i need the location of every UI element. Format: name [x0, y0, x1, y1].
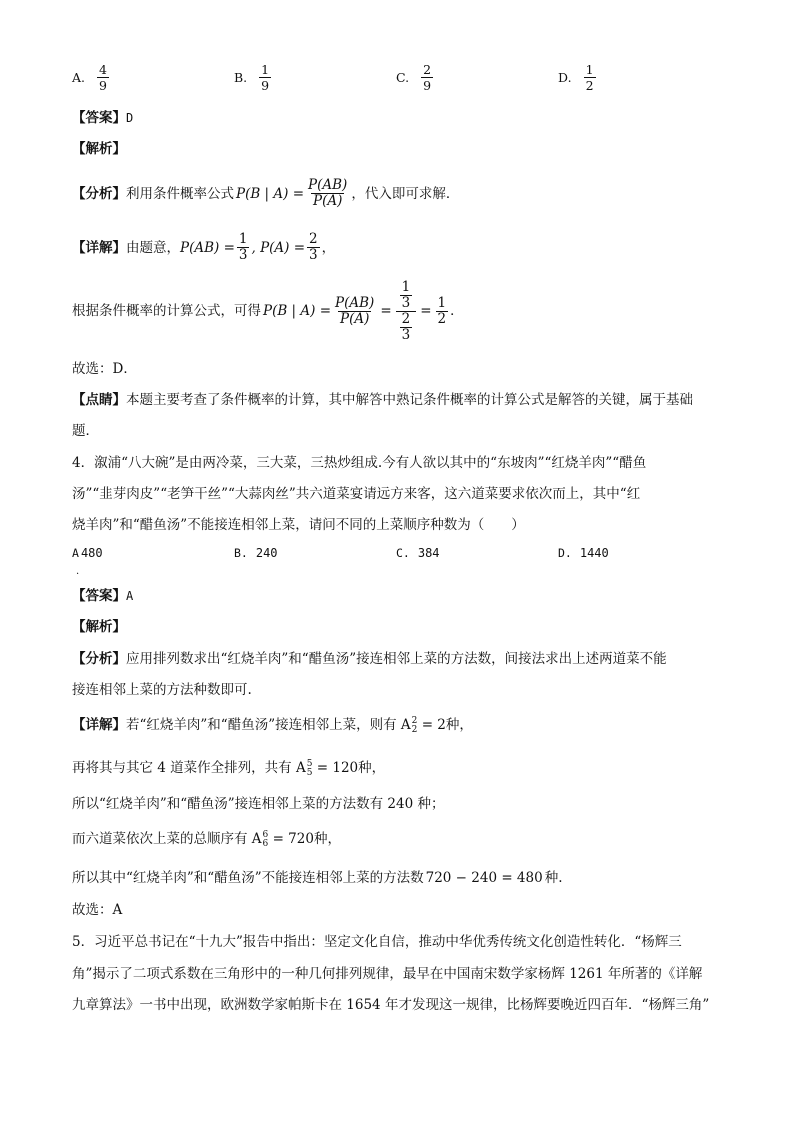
option-letter: C. — [396, 546, 410, 560]
q3-option-a — [72, 62, 111, 93]
q5-stem: 九章算法》一书中出现，欧洲数学家帕斯卡在 1654 年才发现这一规律，比杨辉要晚近四百年．“杨辉三角” — [72, 997, 710, 1013]
q4-detail-2 — [72, 758, 385, 778]
option-letter: A — [72, 546, 79, 560]
denominator: 9 — [423, 78, 432, 93]
numerator: P(AB) — [308, 177, 348, 193]
numerator: 2 — [423, 62, 432, 77]
q4-analysis-tag — [72, 617, 126, 637]
analysis-tag: 【解析】 — [72, 619, 126, 635]
detail-text: 若“红烧羊肉”和“醋鱼汤”接连相邻上菜，则有 — [126, 717, 397, 733]
detail-tag: 【详解】 — [72, 239, 126, 256]
option-fraction — [97, 62, 109, 93]
detail-result: = 720种， — [272, 831, 341, 847]
option-value: 1440 — [579, 546, 609, 560]
q5-stem-line-3 — [72, 995, 709, 1015]
calc-fraction — [333, 296, 376, 327]
detail-end: ， — [321, 239, 336, 256]
pab-label: P(AB) = — [180, 239, 235, 256]
q3-option-d — [558, 62, 598, 93]
option-letter: B. — [234, 70, 248, 85]
compound-denominator — [396, 311, 417, 343]
option-letter: B. — [234, 546, 248, 560]
q5-stem: 角”揭示了二项式系数在三角形中的一种几何排列规律，最早在中国南宋数学家杨辉 1261 年所著的《详解 — [72, 966, 703, 982]
q3-answer — [72, 108, 133, 128]
q4-stem: 烧羊肉”和“醋鱼汤”不能接连相邻上菜，请问不同的上菜顺序种数为（ ） — [72, 517, 525, 533]
q4-choose — [72, 900, 122, 920]
perm-a: A — [251, 831, 262, 847]
option-value: 240 — [255, 546, 278, 560]
dianjing-text: 本题主要考查了条件概率的计算，其中解答中熟记条件概率的计算公式是解答的关键，属于基础 — [126, 392, 693, 408]
q4-detail-4 — [72, 829, 341, 849]
detail-text: 所以“红烧羊肉”和“醋鱼汤”接连相邻上菜的方法数有 240 种； — [72, 796, 445, 812]
option-fraction — [421, 62, 433, 93]
answer-tag: 【答案】 — [72, 110, 126, 126]
equals-sign: = — [420, 303, 432, 319]
result-fraction — [436, 296, 449, 327]
q4-option-b — [234, 546, 278, 560]
detail-text: 再将其与其它 4 道菜作全排列，共有 — [72, 760, 292, 776]
detail-math: 720 − 240 = 480 — [425, 870, 543, 886]
numerator: 1 — [238, 231, 248, 247]
detail-result: 种. — [544, 870, 563, 886]
compound-fraction — [396, 280, 417, 343]
option-fraction — [584, 62, 596, 93]
answer-value: D — [126, 111, 134, 125]
denominator: 9 — [261, 78, 270, 93]
option-value: 384 — [417, 546, 440, 560]
numerator: 1 — [401, 278, 411, 295]
fenxi-text-end: ，代入即可求解． — [351, 185, 460, 202]
q4-option-a — [72, 546, 103, 560]
perm-indices — [412, 717, 418, 735]
q4-detail-3 — [72, 794, 444, 814]
denominator: 3 — [309, 247, 318, 263]
inner-fraction — [400, 280, 413, 311]
fenxi-tag: 【分析】 — [72, 185, 126, 202]
compound-numerator — [396, 280, 417, 311]
q3-dianjing — [72, 390, 693, 410]
dianjing-tag: 【点睛】 — [72, 392, 126, 408]
denominator: 2 — [437, 310, 447, 327]
numerator: 2 — [309, 231, 318, 247]
numerator: P(AB) — [335, 294, 375, 311]
formula-lhs: P(B | A) = — [236, 185, 305, 202]
q4-fenxi — [72, 649, 667, 669]
detail-text: 所以其中“红烧羊肉”和“醋鱼汤”不能接连相邻上菜的方法数 — [72, 870, 424, 886]
stray-dot: . — [76, 566, 80, 577]
numerator: 1 — [437, 294, 447, 311]
formula-fraction — [306, 178, 349, 209]
choose-text: 故选：A — [72, 902, 123, 918]
perm-sup: 6 — [262, 829, 269, 840]
pa-fraction — [307, 232, 320, 263]
option-fraction — [259, 62, 271, 93]
inner-fraction — [400, 312, 413, 343]
calc-lhs: P(B | A) = — [263, 303, 332, 319]
q4-stem: 汤”“韭芽肉皮”“老笋干丝”“大蒜肉丝”共六道菜宴请远方来客，这六道菜要求依次而上，其中“红 — [72, 486, 641, 502]
q3-option-c — [396, 62, 435, 93]
perm-sub: 2 — [411, 724, 418, 735]
fenxi-text: 应用排列数求出“红烧羊肉”和“醋鱼汤”接连相邻上菜的方法数，间接法求出上述两道菜不能 — [126, 651, 667, 667]
denominator: P(A) — [312, 193, 343, 209]
detail-tag: 【详解】 — [72, 717, 126, 733]
calc-text: 根据条件概率的计算公式，可得 — [72, 303, 261, 319]
choose-text: 故选：D． — [72, 361, 137, 377]
q3-fenxi — [72, 178, 459, 209]
perm-sup: 2 — [411, 715, 418, 726]
denominator: 3 — [401, 294, 411, 311]
q4-stem: 4．溆浦“八大碗”是由两冷菜，三大菜，三热炒组成.今有人欲以其中的“东坡肉”“红烧羊肉”“醋鱼 — [72, 455, 647, 471]
q5-stem: 5．习近平总书记在“十九大”报告中指出：坚定文化自信，推动中华优秀传统文化创造性转化．“杨辉三 — [72, 934, 682, 950]
q4-detail-1 — [72, 715, 473, 735]
option-letter: D. — [558, 546, 572, 560]
q4-answer — [72, 586, 133, 606]
q3-calculation — [72, 273, 464, 349]
q4-stem-line-3 — [72, 515, 525, 535]
denominator: 2 — [585, 78, 594, 93]
q4-stem-line-1 — [72, 453, 646, 473]
perm-indices — [263, 831, 269, 849]
perm-sub: 5 — [306, 767, 313, 778]
fenxi-tag: 【分析】 — [72, 651, 126, 667]
denominator: 3 — [401, 326, 411, 343]
fenxi-text-2: 接连相邻上菜的方法种数即可. — [72, 682, 252, 698]
q4-option-c — [396, 546, 440, 560]
q4-stem-line-2 — [72, 484, 640, 504]
fenxi-text: 利用条件概率公式 — [126, 185, 234, 202]
detail-result: = 2种， — [421, 717, 473, 733]
perm-a: A — [400, 717, 411, 733]
numerator: 4 — [99, 62, 107, 77]
perm-indices — [307, 760, 313, 778]
q4-fenxi-cont — [72, 680, 252, 700]
analysis-tag: 【解析】 — [72, 141, 126, 157]
option-letter: D. — [558, 70, 572, 85]
q3-choose — [72, 359, 137, 379]
detail-result: = 120种， — [316, 760, 386, 776]
calc-end: ． — [450, 303, 464, 319]
denominator: 3 — [238, 247, 248, 263]
perm-sup: 5 — [306, 758, 313, 769]
q5-stem-line-1 — [72, 932, 682, 952]
q4-option-d — [558, 546, 609, 560]
equals-sign: = — [380, 303, 392, 319]
detail-text: 而六道菜依次上菜的总顺序有 — [72, 831, 248, 847]
perm-sub: 6 — [262, 838, 269, 849]
denominator: 9 — [99, 78, 107, 93]
pab-fraction — [237, 232, 250, 263]
option-letter: C. — [396, 70, 410, 85]
answer-tag: 【答案】 — [72, 588, 126, 604]
q5-stem-line-2 — [72, 964, 702, 984]
numerator: 1 — [585, 62, 594, 77]
option-value: 480 — [80, 546, 103, 560]
q4-detail-5 — [72, 868, 563, 888]
q3-detail — [72, 232, 335, 263]
option-letter: A. — [72, 70, 86, 85]
q3-dianjing-cont — [72, 421, 99, 441]
answer-value: A — [126, 589, 134, 603]
detail-text: 由题意， — [126, 239, 180, 256]
q3-option-b — [234, 62, 273, 93]
numerator: 1 — [261, 62, 270, 77]
numerator: 2 — [401, 310, 411, 327]
perm-a: A — [295, 760, 306, 776]
pa-label: , P(A) = — [251, 239, 306, 256]
q3-analysis-tag — [72, 139, 126, 159]
dianjing-text-2: 题． — [72, 423, 99, 439]
denominator: P(A) — [339, 310, 370, 327]
